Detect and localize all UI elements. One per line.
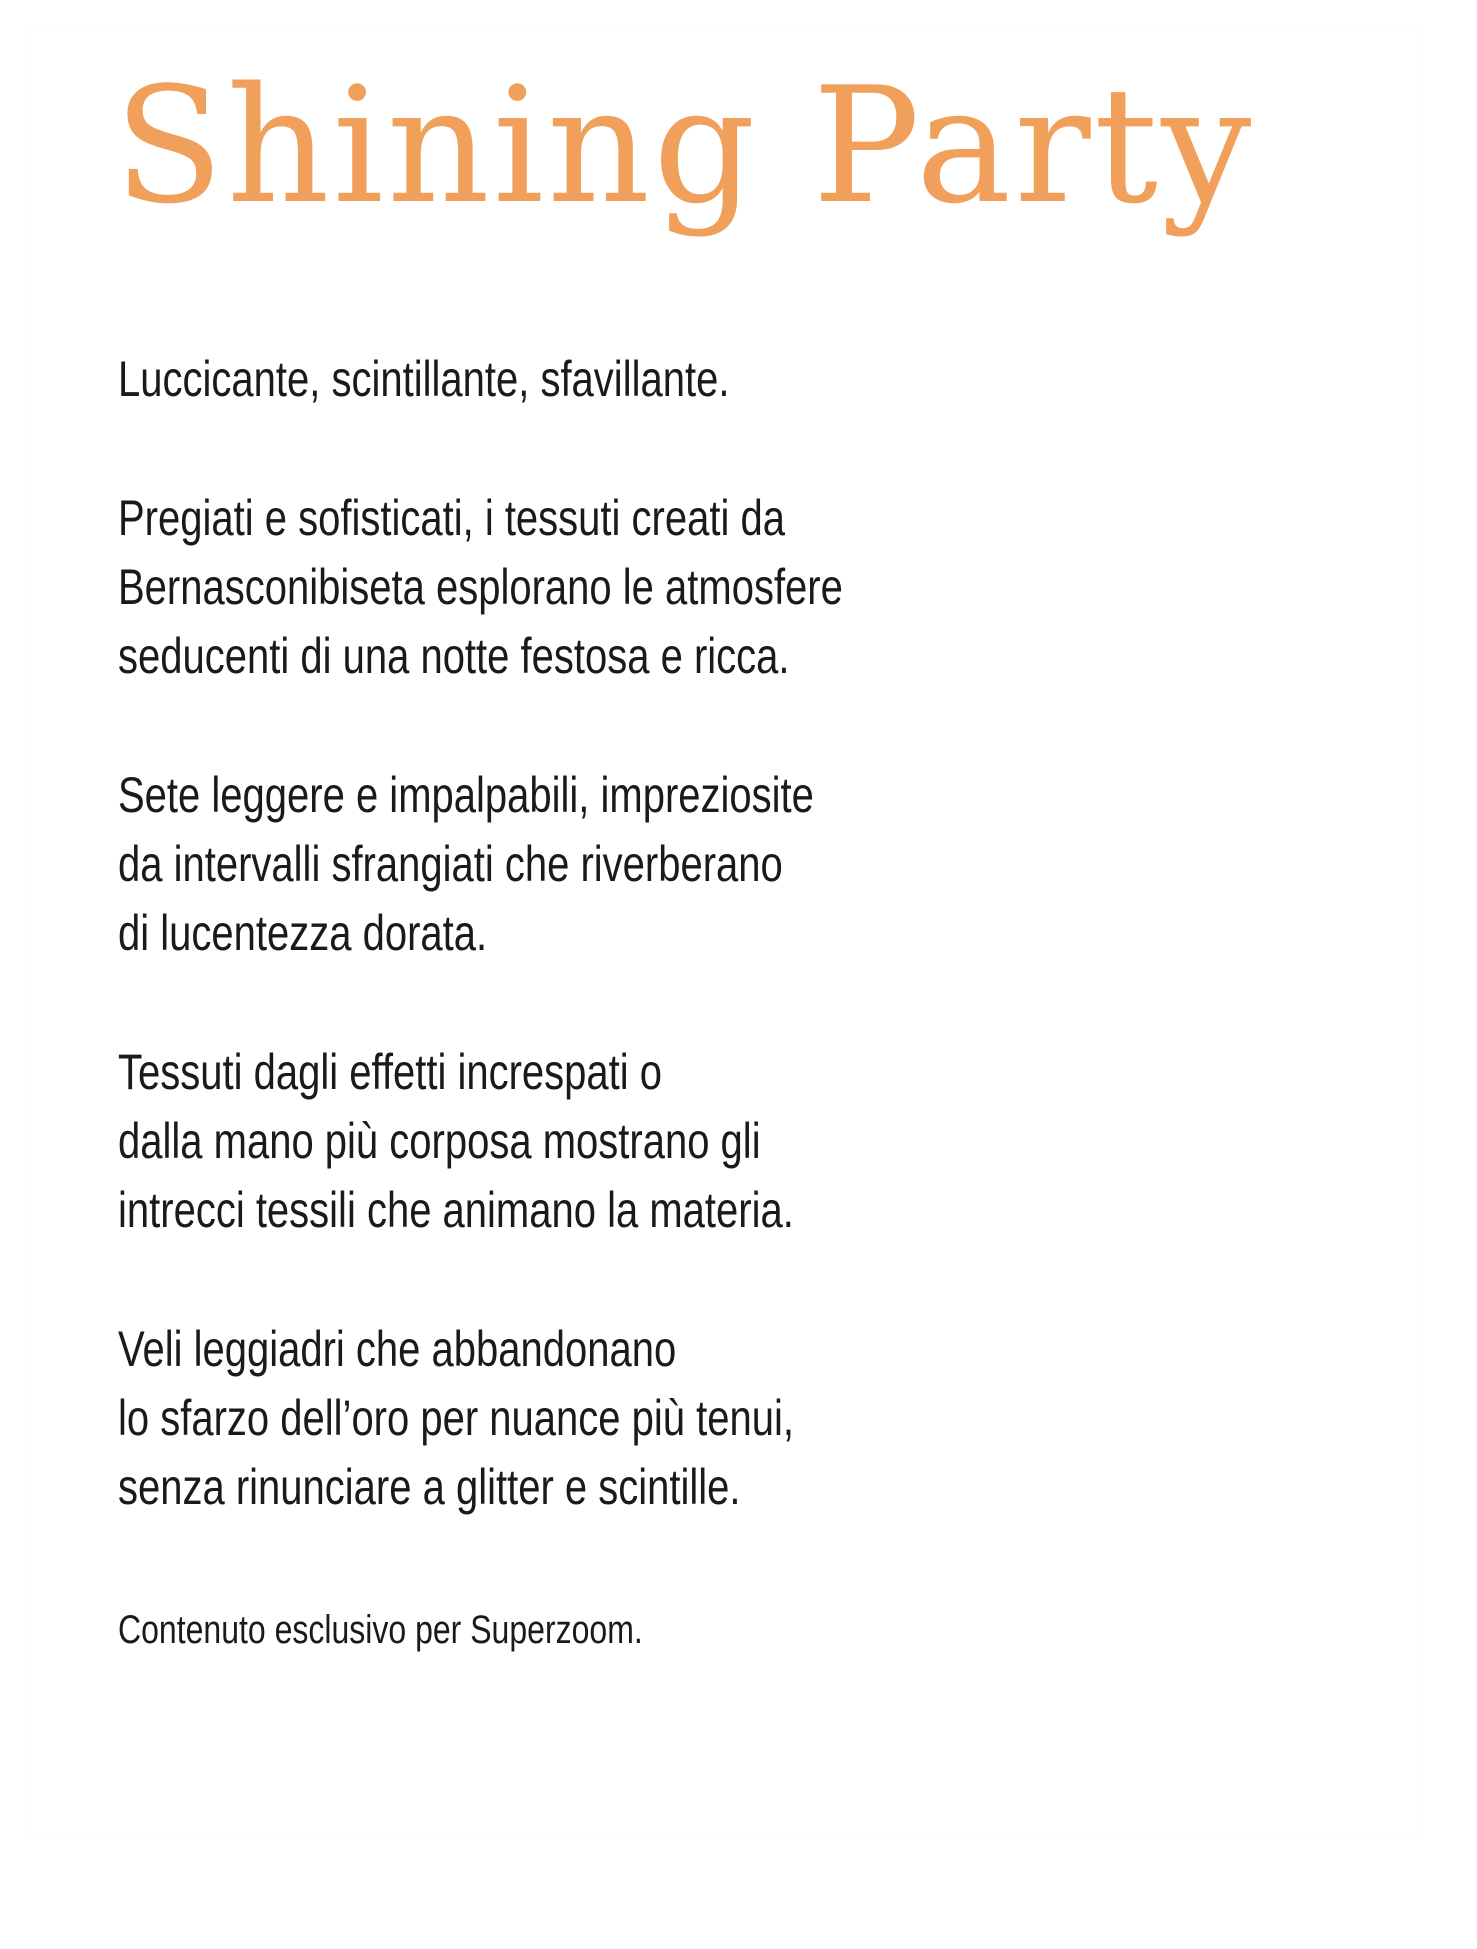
paragraph-line: seducenti di una notte festosa e ricca. [118, 628, 790, 684]
paragraph-veils [118, 1315, 918, 1522]
paragraph-line: senza rinunciare a glitter e scintille. [118, 1459, 741, 1515]
paragraph-line: Pregiati e sofisticati, i tessuti creati da [118, 490, 785, 546]
paragraph-fabrics [118, 484, 918, 691]
paragraph-textures [118, 1038, 918, 1245]
paragraph-line: Luccicante, scintillante, sfavillante. [118, 351, 730, 407]
paragraph-line: dalla mano più corposa mostrano gli [118, 1113, 761, 1169]
paragraph-line: intrecci tessili che animano la materia. [118, 1182, 794, 1238]
footnote: Contenuto esclusivo per Superzoom. [118, 1608, 643, 1652]
paragraph-line: da intervalli sfrangiati che riverberano [118, 836, 783, 892]
body-text [118, 345, 918, 1592]
paragraph-line: Tessuti dagli effetti increspati o [118, 1044, 663, 1100]
paragraph-silks [118, 761, 918, 968]
paragraph-line: Sete leggere e impalpabili, impreziosite [118, 767, 814, 823]
paragraph-line: Bernasconibiseta esplorano le atmosfere [118, 559, 843, 615]
paragraph-intro [118, 345, 918, 414]
paragraph-line: lo sfarzo dell’oro per nuance più tenui, [118, 1390, 794, 1446]
paragraph-line: di lucentezza dorata. [118, 905, 488, 961]
page-title: Shining Party [114, 52, 1255, 239]
paragraph-line: Veli leggiadri che abbandonano [118, 1321, 677, 1377]
